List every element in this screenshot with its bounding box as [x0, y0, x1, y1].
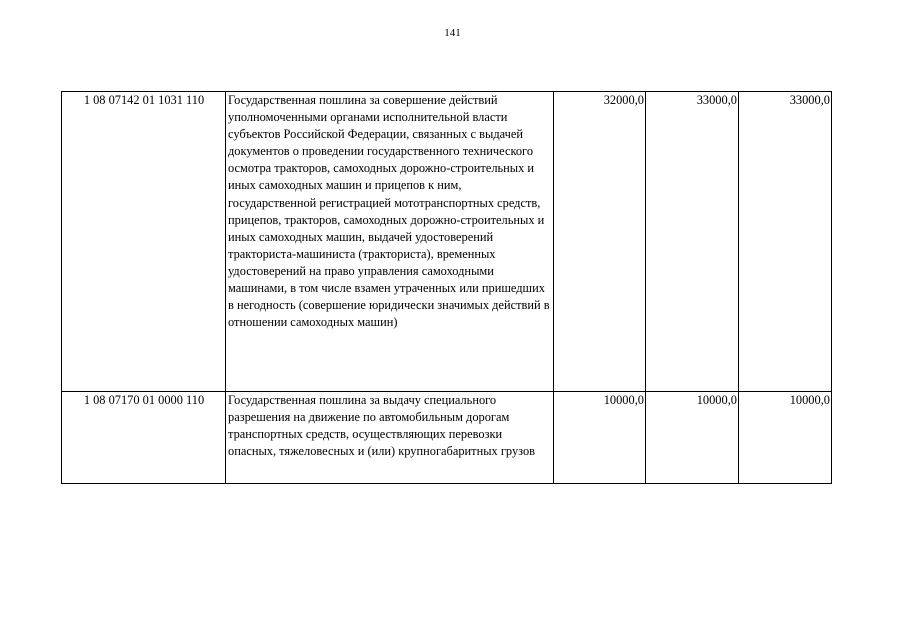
table-row [62, 392, 832, 484]
amount-year-2-cell: 33000,0 [646, 92, 739, 392]
amount-year-1-cell: 32000,0 [554, 92, 646, 392]
table-row [62, 92, 832, 392]
amount-year-3-cell: 33000,0 [739, 92, 832, 392]
amount-year-3-cell: 10000,0 [739, 392, 832, 484]
revenue-code-cell: 1 08 07170 01 0000 110 [62, 392, 226, 484]
revenue-name-cell: Государственная пошлина за выдачу специального разрешения на движение по автомобильным дорогам транспортных средств, осуществляющих перевозки опасных, тяжеловесных и (или) крупногабаритных грузов [226, 392, 554, 484]
revenue-table [61, 91, 832, 484]
page-number: 141 [444, 27, 461, 39]
revenue-code-cell: 1 08 07142 01 1031 110 [62, 92, 226, 392]
amount-year-2-cell: 10000,0 [646, 392, 739, 484]
amount-year-1-cell: 10000,0 [554, 392, 646, 484]
revenue-name-cell: Государственная пошлина за совершение действий уполномоченными органами исполнительной власти субъектов Российской Федерации, связанных с выдачей документов о проведении государственного технического осмотра тракторов, самоходных дорожно-строительных и иных самоходных машин и прицепов к ним, государственной регистрацией мототранспортных средств, прицепов, тракторов, самоходных дорожно-строительных и иных самоходных машин, выдачей удостоверений тракториста-машиниста (тракториста), временных удостоверений на право управления самоходными машинами, в том числе взамен утраченных или пришедших в негодность (совершение юридически значимых действий в отношении самоходных машин) [226, 92, 554, 392]
